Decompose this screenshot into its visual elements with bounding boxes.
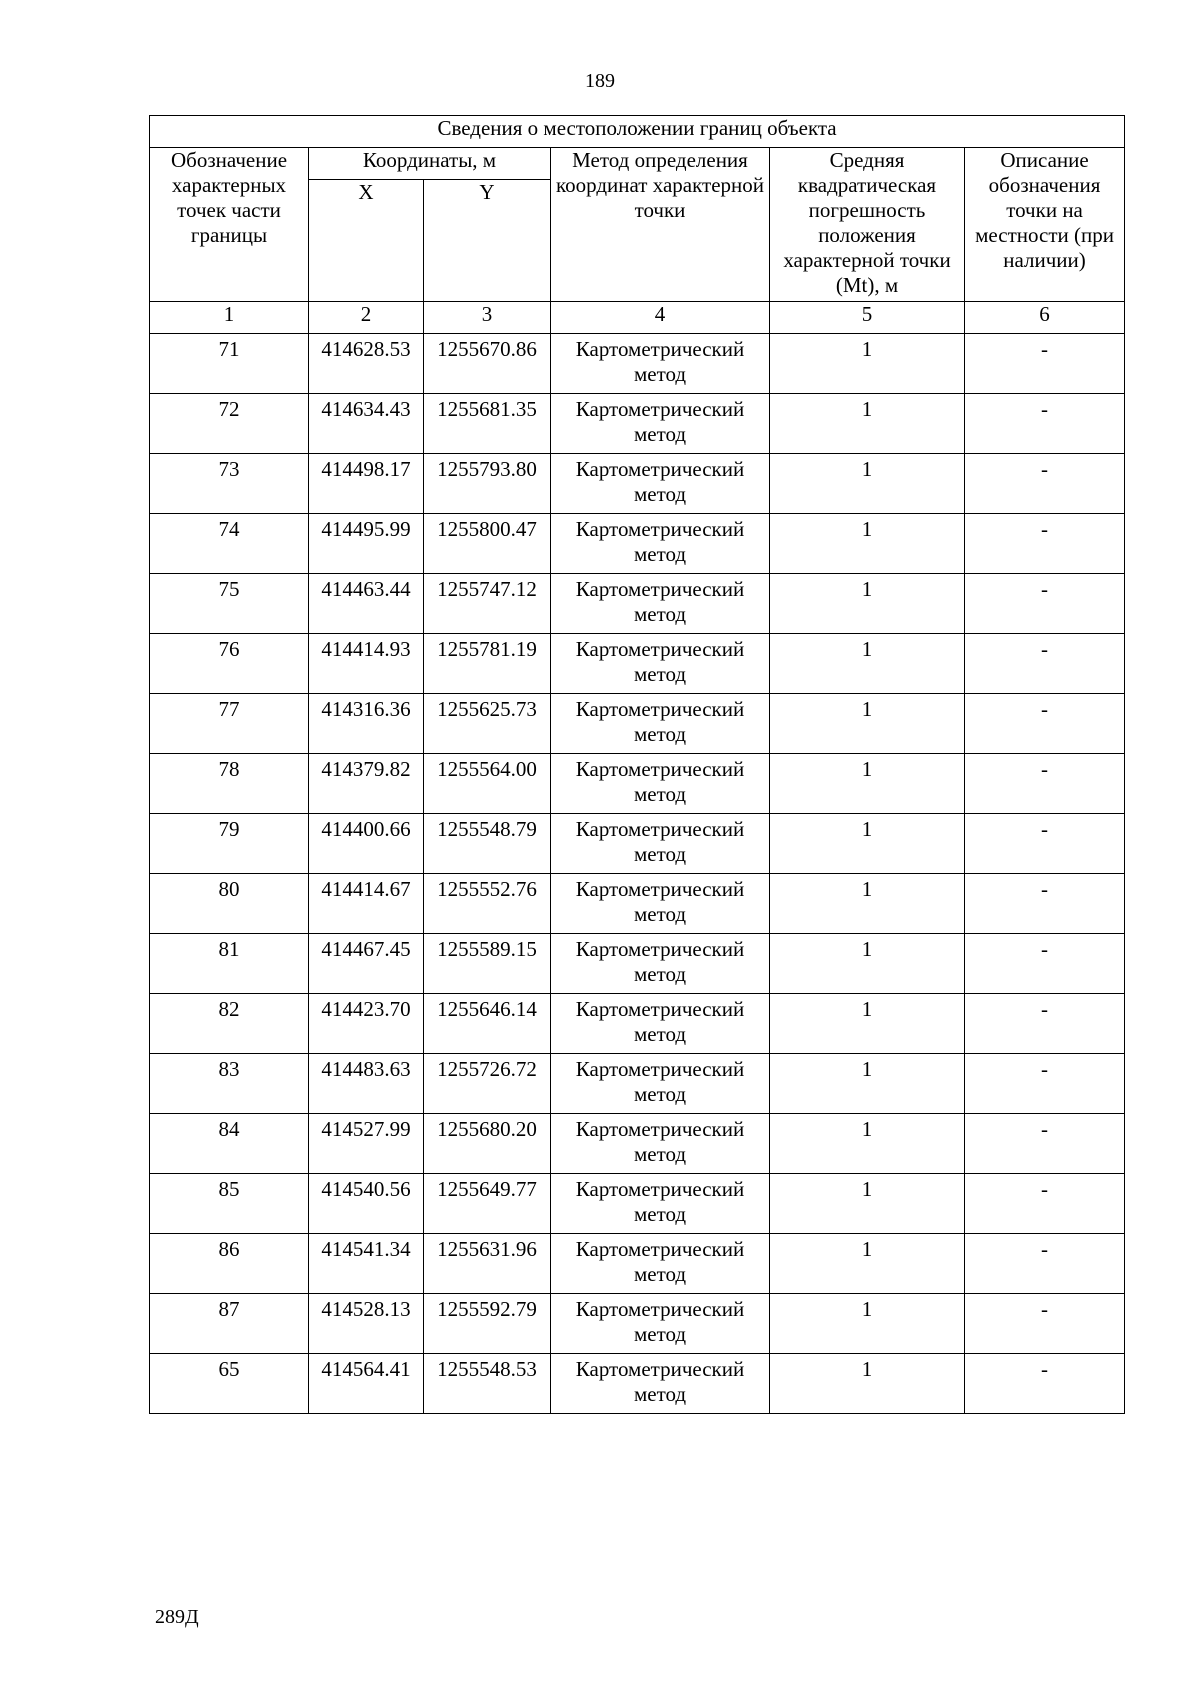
table-row: [150, 814, 1125, 874]
point-cell: 82: [150, 994, 309, 1054]
method-cell: Картометрический метод: [551, 694, 770, 754]
table-row: [150, 1174, 1125, 1234]
table-row: [150, 874, 1125, 934]
method-cell: Картометрический метод: [551, 1234, 770, 1294]
y-coordinate-cell: 1255548.79: [424, 814, 551, 874]
column-number: 4: [551, 302, 770, 334]
x-coordinate-cell: 414527.99: [309, 1114, 424, 1174]
method-cell: Картометрический метод: [551, 574, 770, 634]
error-cell: 1: [770, 814, 965, 874]
method-cell: Картометрический метод: [551, 1294, 770, 1354]
description-cell: -: [965, 754, 1125, 814]
table-row: [150, 1234, 1125, 1294]
error-cell: 1: [770, 1114, 965, 1174]
table-row: [150, 514, 1125, 574]
point-cell: 71: [150, 334, 309, 394]
table-row: [150, 1054, 1125, 1114]
description-cell: -: [965, 814, 1125, 874]
description-cell: -: [965, 1354, 1125, 1414]
error-cell: 1: [770, 694, 965, 754]
point-cell: 73: [150, 454, 309, 514]
method-cell: Картометрический метод: [551, 454, 770, 514]
point-cell: 74: [150, 514, 309, 574]
description-cell: -: [965, 334, 1125, 394]
method-cell: Картометрический метод: [551, 934, 770, 994]
description-cell: -: [965, 394, 1125, 454]
description-cell: -: [965, 574, 1125, 634]
y-coordinate-cell: 1255681.35: [424, 394, 551, 454]
y-coordinate-cell: 1255548.53: [424, 1354, 551, 1414]
x-coordinate-cell: 414528.13: [309, 1294, 424, 1354]
header-error: Средняя квадратическая погрешность положения характерной точки (Mt), м: [770, 148, 965, 302]
error-cell: 1: [770, 874, 965, 934]
x-coordinate-cell: 414498.17: [309, 454, 424, 514]
x-coordinate-cell: 414316.36: [309, 694, 424, 754]
description-cell: -: [965, 1234, 1125, 1294]
y-coordinate-cell: 1255747.12: [424, 574, 551, 634]
x-coordinate-cell: 414423.70: [309, 994, 424, 1054]
x-coordinate-cell: 414495.99: [309, 514, 424, 574]
column-number: 2: [309, 302, 424, 334]
y-coordinate-cell: 1255649.77: [424, 1174, 551, 1234]
table-row: [150, 934, 1125, 994]
boundary-points-table: [149, 115, 1125, 1414]
y-coordinate-cell: 1255781.19: [424, 634, 551, 694]
header-method: Метод определения координат характерной точки: [551, 148, 770, 302]
y-coordinate-cell: 1255631.96: [424, 1234, 551, 1294]
error-cell: 1: [770, 754, 965, 814]
header-point-designation: Обозначение характерных точек части границы: [150, 148, 309, 302]
point-cell: 86: [150, 1234, 309, 1294]
description-cell: -: [965, 1294, 1125, 1354]
x-coordinate-cell: 414414.93: [309, 634, 424, 694]
table-row: [150, 394, 1125, 454]
y-coordinate-cell: 1255800.47: [424, 514, 551, 574]
table-row: [150, 454, 1125, 514]
header-y: Y: [424, 180, 551, 302]
table-row: [150, 1294, 1125, 1354]
x-coordinate-cell: 414540.56: [309, 1174, 424, 1234]
column-number: 1: [150, 302, 309, 334]
table-row: [150, 754, 1125, 814]
description-cell: -: [965, 994, 1125, 1054]
y-coordinate-cell: 1255726.72: [424, 1054, 551, 1114]
method-cell: Картометрический метод: [551, 394, 770, 454]
method-cell: Картометрический метод: [551, 814, 770, 874]
column-number: 6: [965, 302, 1125, 334]
header-x: X: [309, 180, 424, 302]
page-number: 189: [585, 70, 615, 92]
method-cell: Картометрический метод: [551, 1354, 770, 1414]
y-coordinate-cell: 1255552.76: [424, 874, 551, 934]
error-cell: 1: [770, 1054, 965, 1114]
point-cell: 77: [150, 694, 309, 754]
error-cell: 1: [770, 574, 965, 634]
point-cell: 76: [150, 634, 309, 694]
point-cell: 75: [150, 574, 309, 634]
table-row: [150, 1114, 1125, 1174]
method-cell: Картометрический метод: [551, 1114, 770, 1174]
x-coordinate-cell: 414467.45: [309, 934, 424, 994]
y-coordinate-cell: 1255680.20: [424, 1114, 551, 1174]
error-cell: 1: [770, 514, 965, 574]
x-coordinate-cell: 414400.66: [309, 814, 424, 874]
method-cell: Картометрический метод: [551, 334, 770, 394]
point-cell: 85: [150, 1174, 309, 1234]
error-cell: 1: [770, 1234, 965, 1294]
y-coordinate-cell: 1255592.79: [424, 1294, 551, 1354]
method-cell: Картометрический метод: [551, 874, 770, 934]
method-cell: Картометрический метод: [551, 634, 770, 694]
method-cell: Картометрический метод: [551, 1054, 770, 1114]
y-coordinate-cell: 1255646.14: [424, 994, 551, 1054]
error-cell: 1: [770, 334, 965, 394]
column-number-row: [150, 302, 1125, 334]
header-description: Описание обозначения точки на местности (при наличии): [965, 148, 1125, 302]
table-row: [150, 1354, 1125, 1414]
x-coordinate-cell: 414541.34: [309, 1234, 424, 1294]
point-cell: 81: [150, 934, 309, 994]
point-cell: 83: [150, 1054, 309, 1114]
description-cell: -: [965, 514, 1125, 574]
error-cell: 1: [770, 634, 965, 694]
table-row: [150, 574, 1125, 634]
x-coordinate-cell: 414414.67: [309, 874, 424, 934]
error-cell: 1: [770, 934, 965, 994]
point-cell: 72: [150, 394, 309, 454]
header-coordinates: Координаты, м: [309, 148, 551, 180]
x-coordinate-cell: 414379.82: [309, 754, 424, 814]
y-coordinate-cell: 1255670.86: [424, 334, 551, 394]
x-coordinate-cell: 414628.53: [309, 334, 424, 394]
point-cell: 87: [150, 1294, 309, 1354]
point-cell: 65: [150, 1354, 309, 1414]
y-coordinate-cell: 1255793.80: [424, 454, 551, 514]
description-cell: -: [965, 634, 1125, 694]
error-cell: 1: [770, 1354, 965, 1414]
error-cell: 1: [770, 394, 965, 454]
error-cell: 1: [770, 1294, 965, 1354]
method-cell: Картометрический метод: [551, 1174, 770, 1234]
table-caption: Сведения о местоположении границ объекта: [150, 116, 1125, 148]
description-cell: -: [965, 694, 1125, 754]
table-body: [150, 334, 1125, 1414]
point-cell: 84: [150, 1114, 309, 1174]
table-row: [150, 634, 1125, 694]
description-cell: -: [965, 934, 1125, 994]
method-cell: Картометрический метод: [551, 994, 770, 1054]
method-cell: Картометрический метод: [551, 754, 770, 814]
error-cell: 1: [770, 454, 965, 514]
point-cell: 80: [150, 874, 309, 934]
x-coordinate-cell: 414564.41: [309, 1354, 424, 1414]
table-row: [150, 994, 1125, 1054]
description-cell: -: [965, 454, 1125, 514]
footer-code: 289Д: [155, 1606, 199, 1628]
error-cell: 1: [770, 1174, 965, 1234]
y-coordinate-cell: 1255625.73: [424, 694, 551, 754]
description-cell: -: [965, 1174, 1125, 1234]
method-cell: Картометрический метод: [551, 514, 770, 574]
description-cell: -: [965, 1114, 1125, 1174]
table-row: [150, 334, 1125, 394]
error-cell: 1: [770, 994, 965, 1054]
x-coordinate-cell: 414634.43: [309, 394, 424, 454]
y-coordinate-cell: 1255589.15: [424, 934, 551, 994]
description-cell: -: [965, 1054, 1125, 1114]
point-cell: 78: [150, 754, 309, 814]
description-cell: -: [965, 874, 1125, 934]
column-number: 3: [424, 302, 551, 334]
y-coordinate-cell: 1255564.00: [424, 754, 551, 814]
point-cell: 79: [150, 814, 309, 874]
table-row: [150, 694, 1125, 754]
x-coordinate-cell: 414463.44: [309, 574, 424, 634]
column-number: 5: [770, 302, 965, 334]
x-coordinate-cell: 414483.63: [309, 1054, 424, 1114]
